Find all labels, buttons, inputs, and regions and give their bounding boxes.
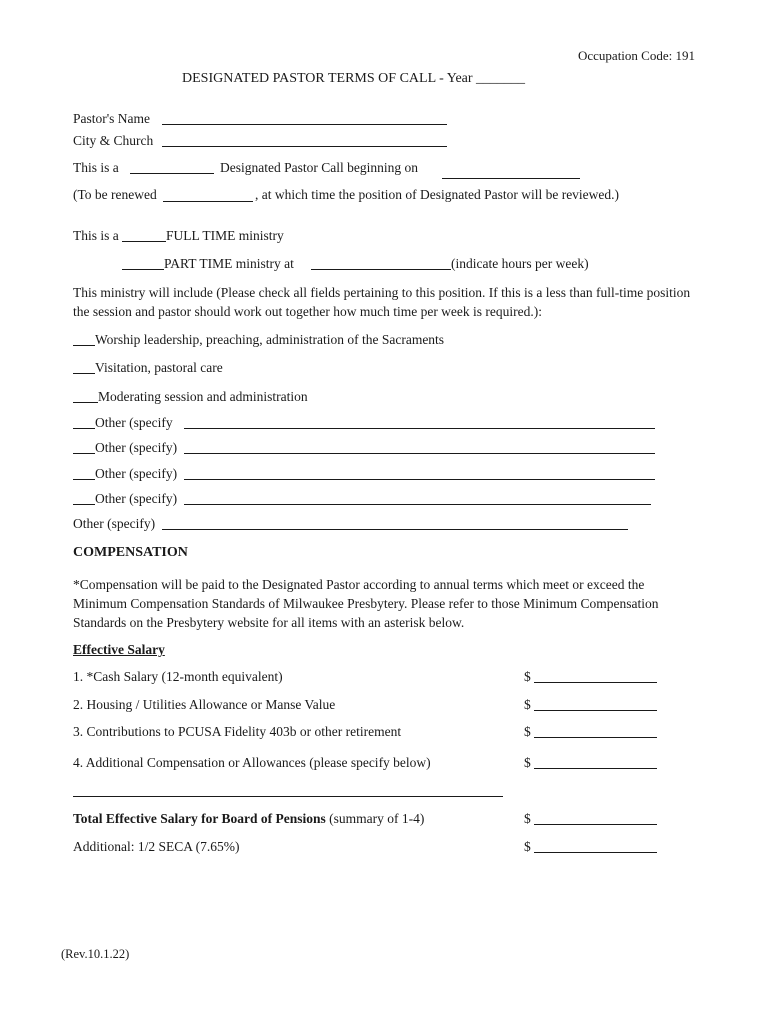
other-5-field[interactable] — [162, 529, 628, 530]
cash-salary-label: 1. *Cash Salary (12-month equivalent) — [73, 669, 283, 684]
city-church-field[interactable] — [162, 146, 447, 147]
compensation-heading: COMPENSATION — [73, 545, 188, 560]
additional-comp-dollar: $ — [524, 755, 531, 770]
additional-comp-specify-field[interactable] — [73, 796, 503, 797]
moderating-checkbox[interactable] — [73, 402, 98, 403]
pastor-name-label: Pastor's Name — [73, 111, 151, 126]
housing-dollar: $ — [524, 697, 531, 712]
additional-comp-field[interactable] — [534, 768, 657, 769]
occupation-code: Occupation Code: 191 — [578, 48, 695, 63]
seca-dollar: $ — [524, 839, 531, 854]
ministry-type-label: This is a — [73, 228, 119, 243]
other-1-checkbox[interactable] — [73, 428, 95, 429]
other-3-checkbox[interactable] — [73, 479, 95, 480]
retirement-label: 3. Contributions to PCUSA Fidelity 403b or other retirement — [73, 724, 402, 739]
call-type-field[interactable] — [130, 173, 214, 174]
call-beginning-field[interactable] — [442, 178, 580, 179]
visitation-item: Visitation, pastoral care — [95, 360, 223, 375]
other-2-field[interactable] — [184, 453, 655, 454]
total-salary-field[interactable] — [534, 824, 657, 825]
housing-label: 2. Housing / Utilities Allowance or Manse Value — [73, 697, 336, 712]
pastor-name-field[interactable] — [162, 124, 447, 125]
other-2-checkbox[interactable] — [73, 453, 95, 454]
cash-salary-dollar: $ — [524, 669, 531, 684]
housing-field[interactable] — [534, 710, 657, 711]
other-1-item: Other (specify — [95, 415, 173, 430]
retirement-dollar: $ — [524, 724, 531, 739]
other-2-item: Other (specify) — [95, 440, 178, 455]
renewed-field[interactable] — [163, 201, 253, 202]
indicate-hours-label: (indicate hours per week) — [451, 256, 589, 271]
revision-note: (Rev.10.1.22) — [61, 947, 130, 961]
page-title: DESIGNATED PASTOR TERMS OF CALL - Year _______ — [182, 71, 526, 86]
seca-field[interactable] — [534, 852, 657, 853]
other-4-item: Other (specify) — [95, 491, 178, 506]
worship-checkbox[interactable] — [73, 345, 95, 346]
effective-salary-heading: Effective Salary — [73, 642, 165, 657]
other-4-checkbox[interactable] — [73, 504, 95, 505]
retirement-field[interactable] — [534, 737, 657, 738]
moderating-item: Moderating session and administration — [98, 389, 308, 404]
visitation-checkbox[interactable] — [73, 373, 95, 374]
city-church-label: City & Church — [73, 133, 154, 148]
call-beginning-label: Designated Pastor Call beginning on — [220, 160, 418, 175]
part-time-checkbox[interactable] — [122, 269, 164, 270]
renewed-label: (To be renewed — [73, 187, 157, 202]
full-time-label: FULL TIME ministry — [166, 228, 284, 243]
cash-salary-field[interactable] — [534, 682, 657, 683]
part-time-label: PART TIME ministry at — [164, 256, 294, 271]
seca-label: Additional: 1/2 SECA (7.65%) — [73, 839, 240, 854]
worship-item: Worship leadership, preaching, administration of the Sacraments — [95, 332, 445, 347]
other-3-field[interactable] — [184, 479, 655, 480]
total-salary-suffix: (summary of 1-4) — [329, 811, 425, 826]
other-4-field[interactable] — [184, 504, 651, 505]
ministry-include-text: This ministry will include (Please check all fields pertaining to this position. If this is a less than full-time position the session and pastor should work out together how much time per week is required.): — [73, 285, 691, 319]
additional-comp-label: 4. Additional Compensation or Allowances (please specify below) — [73, 755, 431, 770]
compensation-note: *Compensation will be paid to the Designated Pastor according to annual terms which meet or exceed the Minimum Compensation Standards of Milwaukee Presbytery. Please refer to those Minimum Compensation Standards on the Presbytery website for all items with an asterisk below. — [73, 577, 659, 630]
call-type-label: This is a — [73, 160, 119, 175]
other-3-item: Other (specify) — [95, 466, 178, 481]
total-salary-label: Total Effective Salary for Board of Pensions — [73, 811, 326, 826]
renewed-tail: , at which time the position of Designated Pastor will be reviewed.) — [255, 187, 620, 202]
other-5-item: Other (specify) — [73, 516, 156, 531]
total-salary-row — [73, 812, 424, 826]
other-1-field[interactable] — [184, 428, 655, 429]
full-time-checkbox[interactable] — [122, 241, 166, 242]
total-salary-dollar: $ — [524, 811, 531, 826]
part-time-hours-field[interactable] — [311, 269, 451, 270]
